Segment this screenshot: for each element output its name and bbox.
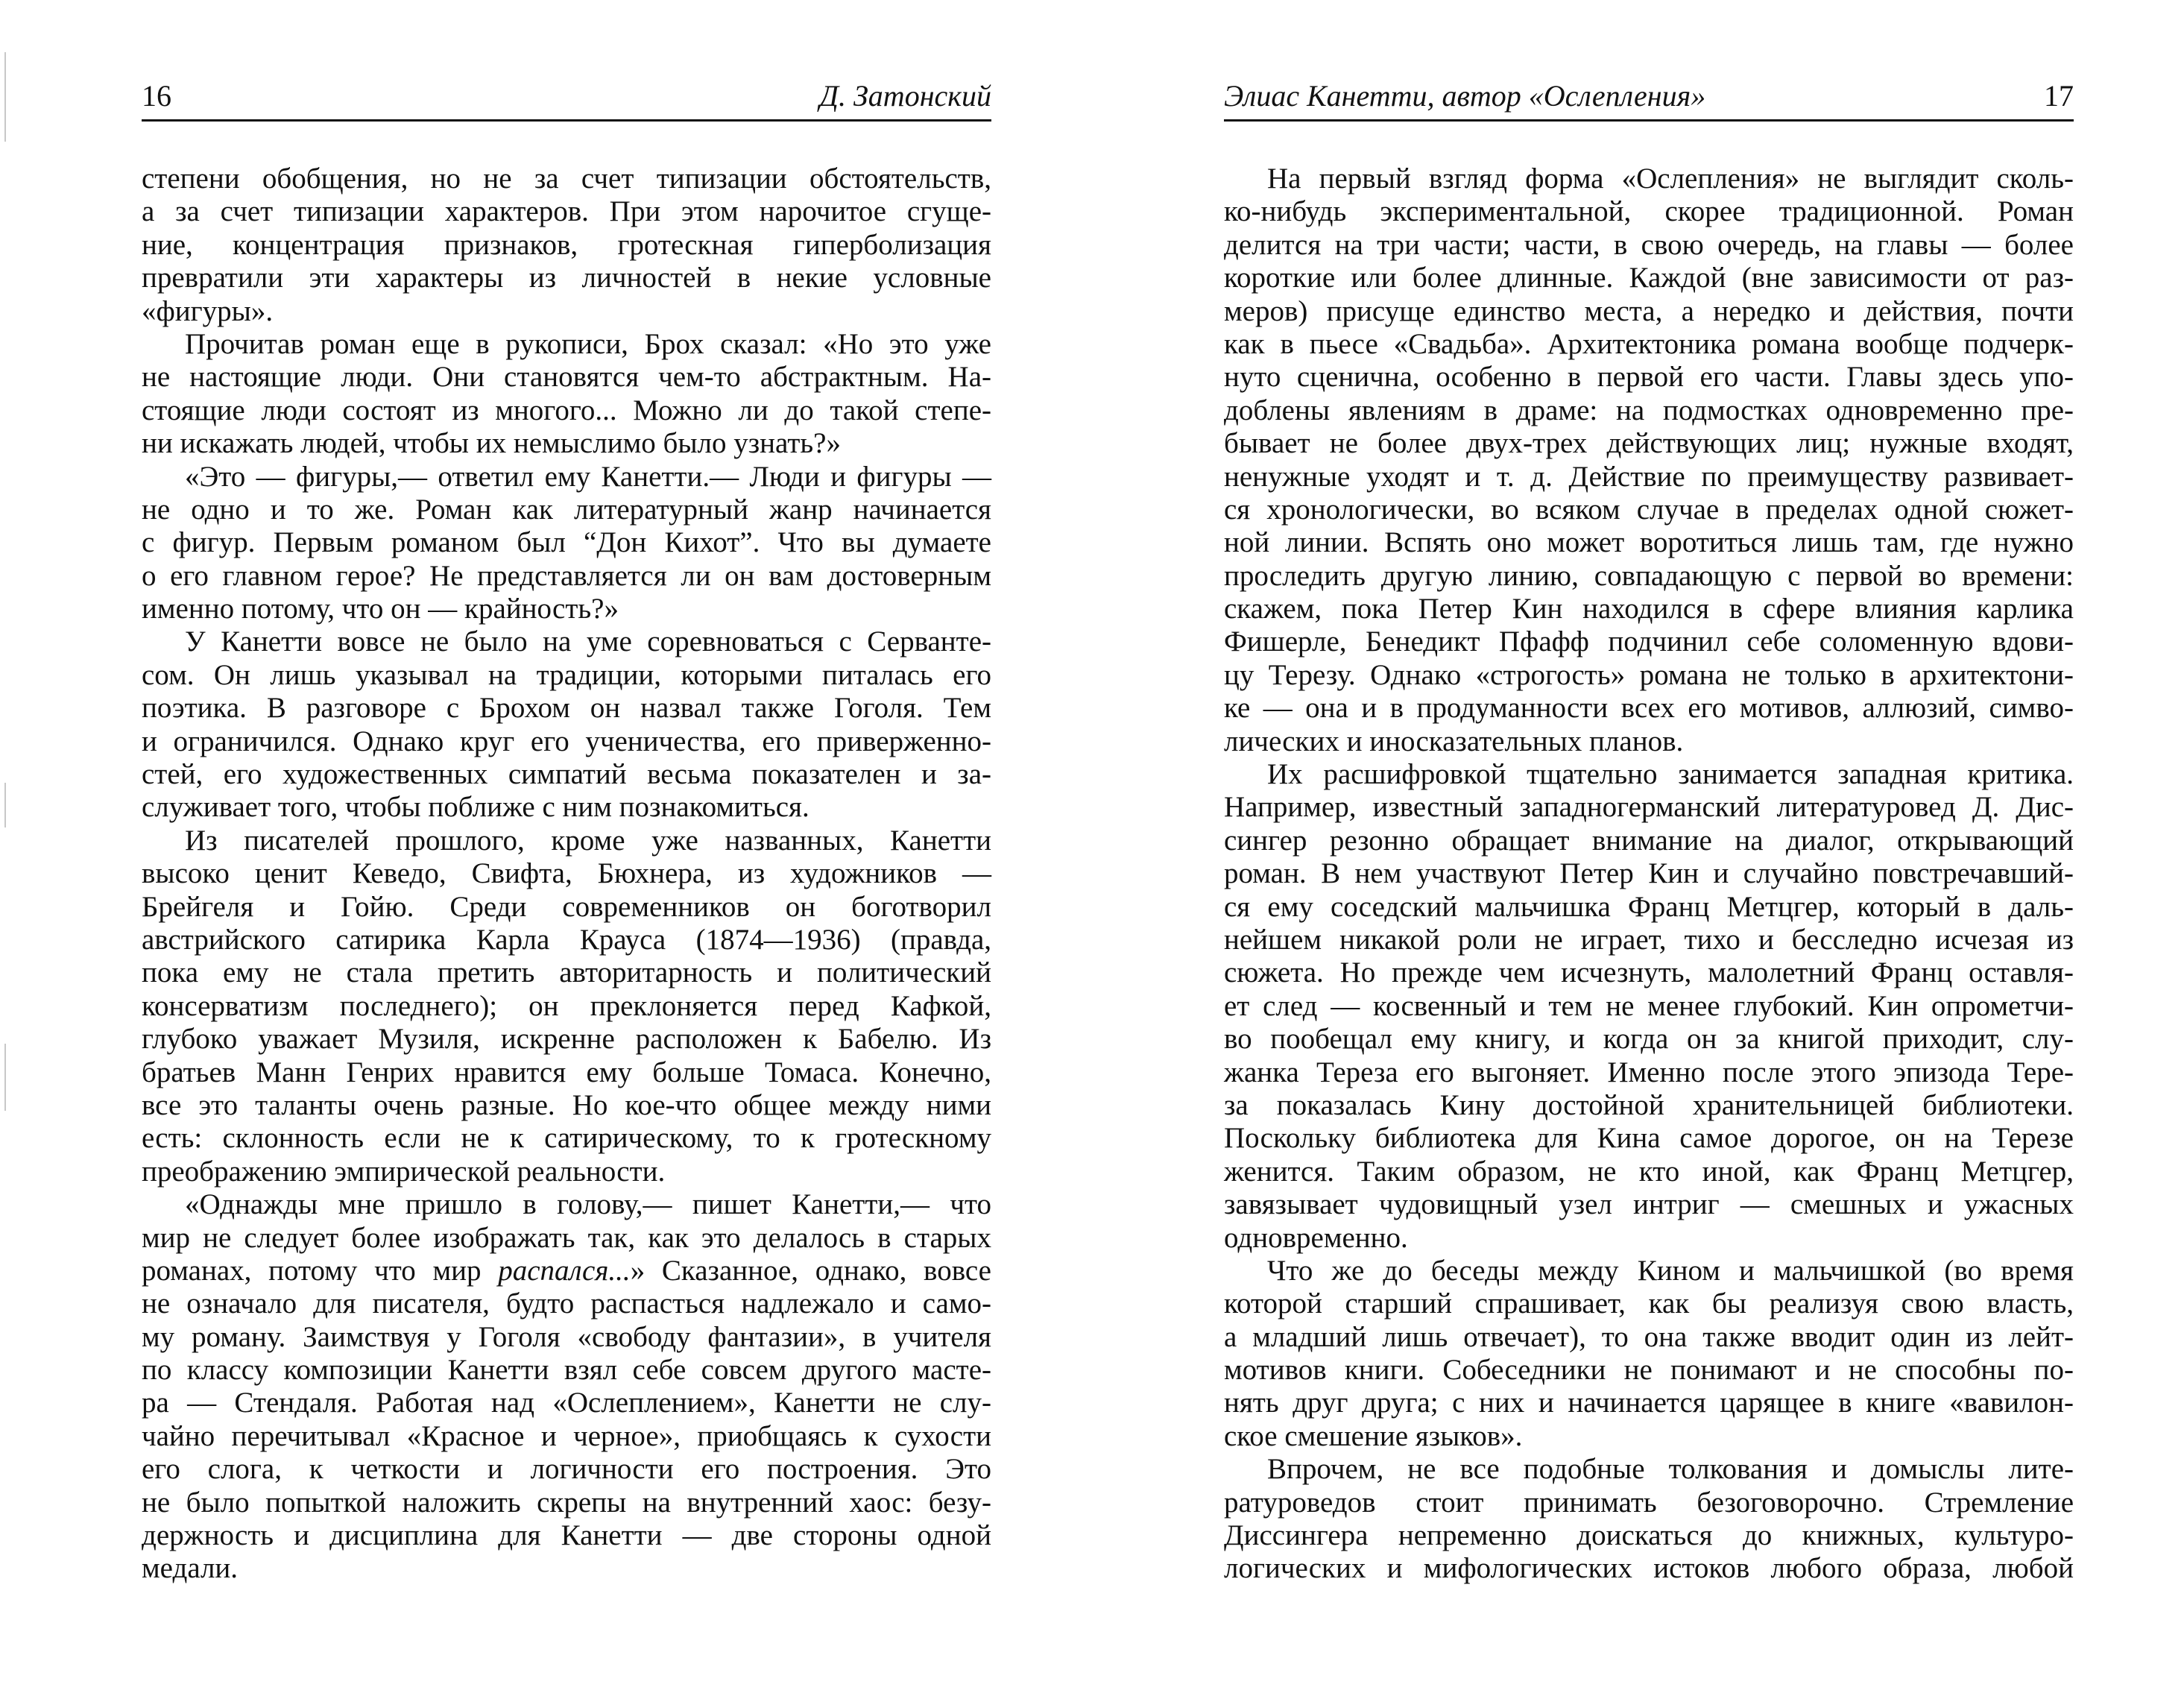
text-line: завязывает чудовищный узел интриг — смешных и ужасных	[1224, 1188, 2074, 1221]
text-line: пока ему не стала претить авторитарность и политический	[142, 956, 991, 989]
text-line: все это таланты очень разные. Но кое-что общее между ними	[142, 1088, 991, 1121]
running-head-author: Д. Затонский	[819, 79, 991, 113]
text-line: му роману. Заимствуя у Гоголя «свободу фантазии», в учителя	[142, 1320, 991, 1353]
text-line: по классу композиции Канетти взял себе совсем другого масте-	[142, 1354, 991, 1387]
text-line: ке — она и в продуманности всех его мотивов, аллюзий, симво-	[1224, 692, 2074, 725]
text-line: Из писателей прошлого, кроме уже названных, Канетти	[185, 824, 991, 857]
text-line: за показалась Кину достойной хранительницей библиотеки.	[1224, 1088, 2074, 1121]
text-line: ни искажать людей, чтобы их немыслимо было узнать?»	[142, 427, 841, 460]
running-head-left	[142, 73, 991, 122]
text-line: не было попыткой наложить скрепы на внутренний хаос: безу-	[142, 1486, 991, 1519]
text-line: Поскольку библиотека для Кина самое дорогое, он на Терезе	[1224, 1122, 2074, 1155]
text-line: меров) присуще единство места, а нередко и действия, почти	[1224, 294, 2074, 327]
text-line: медали.	[142, 1552, 239, 1585]
text-line: нять друг друга; с них и начинается царящее в книге «вавилон-	[1224, 1387, 2074, 1419]
text-line: ся ему соседский мальчишка Франц Метцгер, который в даль-	[1224, 890, 2074, 923]
text-line: не означало для писателя, будто распасться надлежало и само-	[142, 1287, 991, 1320]
text-line: Впрочем, не все подобные толкования и домыслы лите-	[1267, 1453, 2074, 1486]
text-line: Прочитав роман еще в рукописи, Брох сказал: «Но это уже	[185, 327, 991, 360]
text-line: скажем, пока Петер Кин находился в сфере влияния карлика	[1224, 593, 2074, 625]
text-line: есть: склонность если не к сатирическому, то к гротескному	[142, 1122, 991, 1155]
page-number: 17	[2044, 79, 2074, 113]
text-line: мотивов книги. Собеседники не понимают и не способны по-	[1224, 1354, 2074, 1387]
text-line: проследить другую линию, совпадающую с первой во времени:	[1224, 559, 2074, 592]
text-line: ет след — косвенный и тем не менее глубокий. Кин опрометчи-	[1224, 989, 2074, 1022]
text-line: с фигур. Первым романом был “Дон Кихот”. Что вы думаете	[142, 526, 991, 559]
text-line: сом. Он лишь указывал на традиции, которыми питалась его	[142, 658, 991, 691]
scan-edge-mark	[4, 783, 6, 827]
text-line: ние, концентрация признаков, гротескная гиперболизация	[142, 228, 991, 261]
text-line: Брейгеля и Гойю. Среди современников он боготворил	[142, 890, 991, 923]
text-line: нейшем никакой роли не играет, тихо и бесследно исчезая из	[1224, 923, 2074, 956]
text-line: У Канетти вовсе не было на уме соревноваться с Сервантe-	[185, 625, 991, 658]
text-line: Что же до беседы между Кином и мальчишкой (во время	[1267, 1254, 2074, 1287]
text-line: степени обобщения, но не за счет типизации обстоятельств,	[142, 163, 991, 195]
text-line: лических и иносказательных планов.	[1224, 725, 1684, 757]
text-line: ко-нибудь экспериментальной, скорее традиционной. Роман	[1224, 195, 2074, 228]
text-line: женится. Таким образом, не кто иной, как Франц Метцгер,	[1224, 1155, 2074, 1188]
text-line: консерватизм последнего); он преклоняется перед Кафкой,	[142, 989, 991, 1022]
text-line: братьев Манн Генрих нравится ему больше Томаса. Конечно,	[142, 1056, 991, 1088]
text-line: мир не следует более изображать так, как это делалось в старых	[142, 1221, 991, 1254]
text-line: высоко ценит Кеведо, Свифта, Бюхнера, из художников —	[142, 857, 991, 890]
text-line: которой старший спрашивает, как бы реализуя свою власть,	[1224, 1287, 2074, 1320]
text-line: ной линии. Вспять оно может воротиться лишь там, где нужно	[1224, 526, 2074, 559]
text-line: ра — Стендаля. Работая над «Ослеплением», Канетти не слу-	[142, 1387, 991, 1419]
scan-edge-mark	[4, 1044, 6, 1111]
text-line: преображению эмпирической реальности.	[142, 1155, 666, 1188]
running-head-title: Элиас Канетти, автор «Ослепления»	[1224, 79, 1706, 113]
text-line: цу Терезу. Однако «строгость» романа не только в архитектони-	[1224, 658, 2074, 691]
text-line: как в пьесе «Свадьба». Архитектоника романа вообще подчерк-	[1224, 327, 2074, 360]
text-line: Например, известный западногерманский литературовед Д. Дис-	[1224, 791, 2074, 824]
text-line: ся хронологически, во всяком случае в пределах одной сюжет-	[1224, 493, 2074, 526]
text-line: не одно и то же. Роман как литературный жанр начинается	[142, 493, 991, 526]
text-line: бывает не более двух-трех действующих лиц; нужные входят,	[1224, 427, 2074, 460]
scan-edge-mark	[4, 52, 6, 142]
text-line: стей, его художественных симпатий весьма показателен и за-	[142, 758, 991, 791]
text-line: его слога, к четкости и логичности его построения. Это	[142, 1453, 991, 1486]
text-line: На первый взгляд форма «Ослепления» не выглядит сколь-	[1267, 163, 2074, 195]
text-line: короткие или более длинные. Каждой (вне зависимости от раз-	[1224, 262, 2074, 294]
text-line: а младший лишь отвечает), то она также вводит один из лейт-	[1224, 1320, 2074, 1353]
text-line: о его главном герое? Не представляется ли он вам достоверным	[142, 559, 991, 592]
text-line: роман. В нем участвуют Петер Кин и случайно повстречавший-	[1224, 857, 2074, 890]
text-line: а за счет типизации характеров. При этом нарочитое сгуще-	[142, 195, 991, 228]
text-line: ненужные уходят и т. д. Действие по преимуществу развивает-	[1224, 460, 2074, 493]
text-line: и ограничился. Однако круг его ученичества, его приверженно-	[142, 725, 991, 757]
text-line: стоящие люди состоят из многого... Можно ли до такой степе-	[142, 394, 991, 426]
right-page-text	[1224, 163, 2074, 1586]
text-line: ратуроведов стоит принимать безоговорочно. Стремление	[1224, 1486, 2074, 1519]
text-line	[142, 1255, 991, 1287]
text-line: глубоко уважает Музиля, искренне расположен к Бабелю. Из	[142, 1023, 991, 1056]
text-line: сюжета. Но прежде чем исчезнуть, малолетний Франц оставля-	[1224, 956, 2074, 989]
text-line: служивает того, чтобы поближе с ним познакомиться.	[142, 791, 809, 824]
text-line: Диссингера непременно доискаться до книжных, культуро-	[1224, 1519, 2074, 1552]
text-line: делится на три части; части, в свою очередь, на главы — более	[1224, 228, 2074, 261]
text-line: ское смешение языков».	[1224, 1419, 1523, 1452]
text-line: «фигуры».	[142, 294, 274, 327]
text-line: Их расшифровкой тщательно занимается западная критика.	[1267, 758, 2074, 791]
text-line: во пообещал ему книгу, и когда он за книгой приходит, слу-	[1224, 1023, 2074, 1056]
text-line: нуто сценична, особенно в первой его части. Главы здесь упо-	[1224, 361, 2074, 394]
italic-word: распался...	[498, 1254, 631, 1287]
text-line: именно потому, что он — крайность?»	[142, 593, 619, 625]
text-line: сингер резонно обращает внимание на диалог, открывающий	[1224, 824, 2074, 857]
text-line: австрийского сатирика Карла Крауса (1874—1936) (правда,	[142, 923, 991, 956]
text-line: не настоящие люди. Они становятся чем-то абстрактным. На-	[142, 361, 991, 394]
text-line: логических и мифологических истоков любого образа, любой	[1224, 1552, 2074, 1585]
running-head-right	[1224, 73, 2074, 122]
text-line: поэтика. В разговоре с Брохом он назвал также Гоголя. Тем	[142, 692, 991, 725]
text-fragment: романах, потому что мир	[142, 1254, 499, 1287]
text-line: превратили эти характеры из личностей в некие условные	[142, 262, 991, 294]
text-line: чайно перечитывал «Красное и черное», приобщаясь к сухости	[142, 1419, 991, 1452]
text-line: одновременно.	[1224, 1221, 1408, 1254]
text-line: «Однажды мне пришло в голову,— пишет Канетти,— что	[185, 1188, 991, 1221]
text-line: жанка Тереза его выгоняет. Именно после этого эпизода Тере-	[1224, 1056, 2074, 1088]
left-page-text	[142, 163, 991, 1586]
text-line: «Это — фигуры,— ответил ему Канетти.— Люди и фигуры —	[185, 460, 991, 493]
page-number: 16	[142, 79, 171, 113]
text-line: держность и дисциплина для Канетти — две стороны одной	[142, 1519, 991, 1552]
text-line: доблены явлениям в драме: на подмостках одновременно пре-	[1224, 394, 2074, 426]
text-line: Фишерле, Бенедикт Пфафф подчинил себе соломенную вдови-	[1224, 625, 2074, 658]
text-fragment: » Сказанное, однако, вовсе	[630, 1254, 991, 1287]
